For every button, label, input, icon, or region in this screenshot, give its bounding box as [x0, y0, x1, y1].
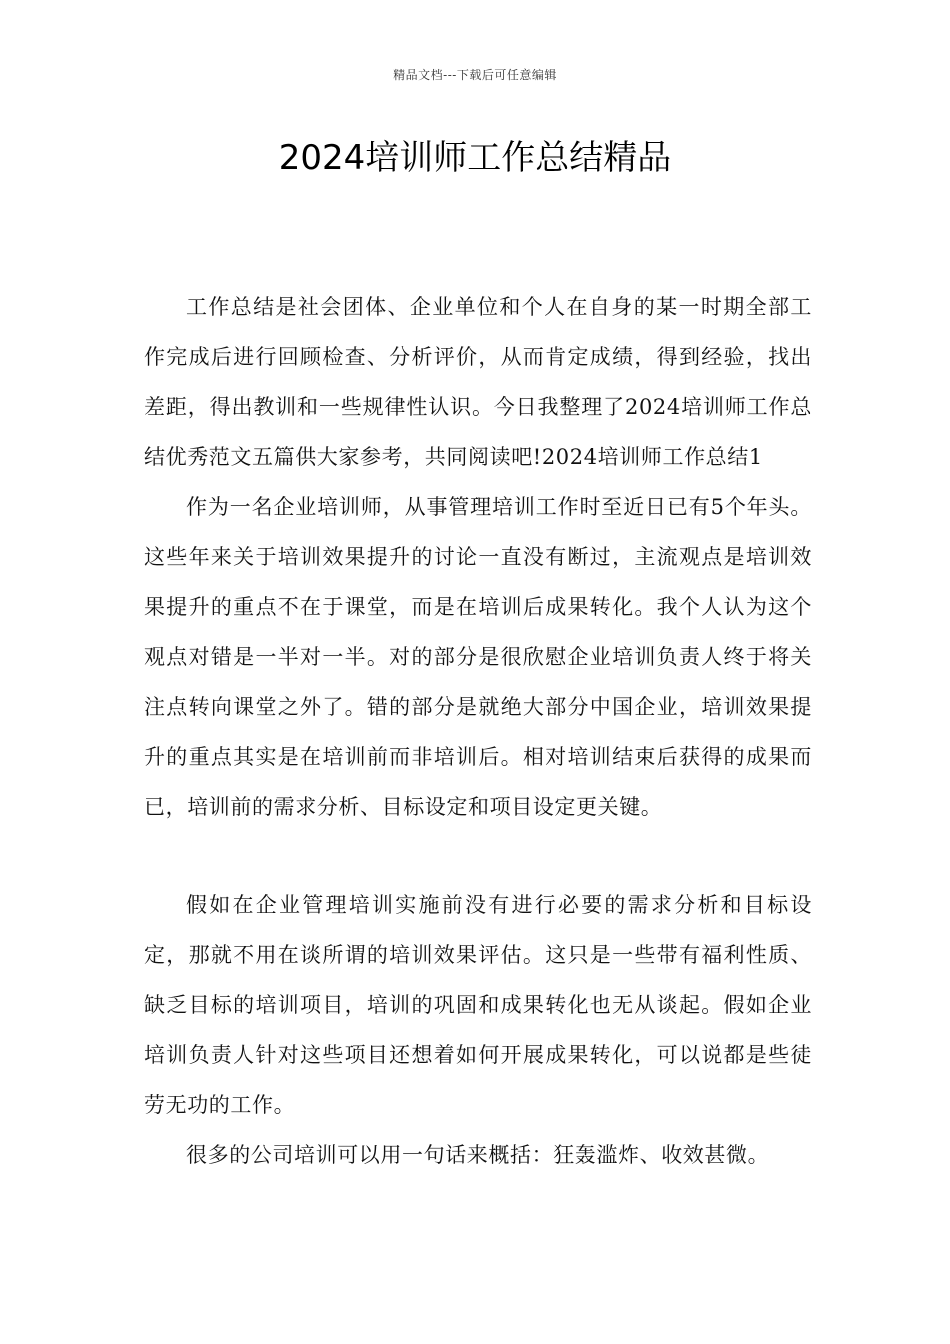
paragraph-spacer	[144, 832, 812, 880]
paragraph-needs-analysis: 假如在企业管理培训实施前没有进行必要的需求分析和目标设定，那就不用在谈所谓的培训效果评估。这只是一些带有福利性质、缺乏目标的培训项目，培训的巩固和成果转化也无从谈起。假如企业培训负责人针对这些项目还想着如何开展成果转化，可以说都是些徒劳无功的工作。	[144, 893, 812, 1117]
header-note: 精品文档---下载后可任意编辑	[393, 68, 557, 82]
document-title: 2024培训师工作总结精品	[278, 138, 672, 178]
paragraph-intro: 工作总结是社会团体、企业单位和个人在自身的某一时期全部工作完成后进行回顾检查、分析评价，从而肯定成绩，得到经验，找出差距，得出教训和一些规律性认识。今日我整理了2024培训师工作总结优秀范文五篇供大家参考，共同阅读吧!2024培训师工作总结1	[144, 295, 812, 469]
paragraph-experience: 作为一名企业培训师，从事管理培训工作时至近日已有5个年头。这些年来关于培训效果提升的讨论一直没有断过，主流观点是培训效果提升的重点不在于课堂，而是在培训后成果转化。我个人认为这个观点对错是一半对一半。对的部分是很欣慰企业培训负责人终于将关注点转向课堂之外了。错的部分是就绝大部分中国企业，培训效果提升的重点其实是在培训前而非培训后。相对培训结束后获得的成果而已，培训前的需求分析、目标设定和项目设定更关键。	[144, 495, 812, 819]
paragraph-summary: 很多的公司培训可以用一句话来概括：狂轰滥炸、收效甚微。	[186, 1143, 770, 1167]
document-body	[144, 282, 812, 1180]
